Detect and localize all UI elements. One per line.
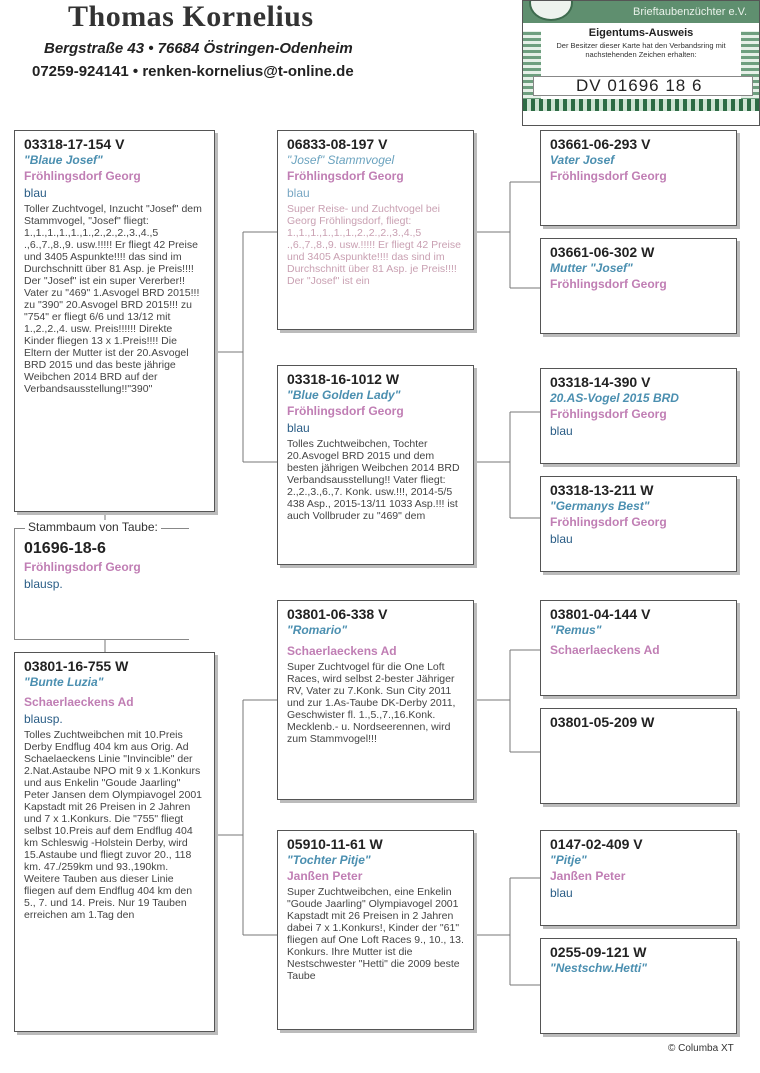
mother-color: blausp. bbox=[24, 712, 63, 726]
mff-name: "Remus" bbox=[550, 623, 602, 637]
card-org-banner bbox=[523, 1, 759, 23]
mf-name: "Romario" bbox=[287, 623, 348, 637]
ffm-ring: 03661-06-302 W bbox=[550, 244, 655, 260]
subject-label: Stammbaum von Taube: bbox=[25, 520, 161, 534]
association-logo-icon bbox=[529, 0, 573, 21]
ffm-breeder: Fröhlingsdorf Georg bbox=[550, 277, 667, 291]
mfm-card bbox=[540, 708, 737, 804]
fm-name: "Blue Golden Lady" bbox=[287, 388, 401, 402]
mmm-card bbox=[540, 938, 737, 1034]
mother-card bbox=[14, 652, 215, 1032]
mm-name: "Tochter Pitje" bbox=[287, 853, 371, 867]
father-card bbox=[14, 130, 215, 512]
mf-ring: 03801-06-338 V bbox=[287, 606, 388, 622]
fff-card bbox=[540, 130, 737, 226]
mm-remark: Super Zuchtweibchen, eine Enkelin "Goude Jaarling" Olympiavogel 2001 Kapstadt mit 26 Preisen in 2 Jahren dabei 7 x 1.Konkurs!, Kinder der "61" fliegen auf One Loft Races 9., 10., 13. Konkurs. Ihre Mutter ist die Nestschwester "Hetti" die 2009 beste Taube bbox=[287, 886, 464, 982]
subject-color: blausp. bbox=[24, 577, 63, 591]
fff-breeder: Fröhlingsdorf Georg bbox=[550, 169, 667, 183]
breeder-contact: 07259-924141 • renken-kornelius@t-online.de bbox=[32, 63, 354, 80]
mm-ring: 05910-11-61 W bbox=[287, 836, 383, 852]
mff-card bbox=[540, 600, 737, 696]
mf-card bbox=[277, 600, 474, 800]
fmf-breeder: Fröhlingsdorf Georg bbox=[550, 407, 667, 421]
fmf-name: 20.AS-Vogel 2015 BRD bbox=[550, 391, 679, 405]
mf-remark: Super Zuchtvogel für die One Loft Races, wird selbst 2-bester Jähriger RV, Vater zu 7.Konk. Sun City 2011 und zur 1.As-Taube DK-Derby 2011, Geschwister fl. 1.,5.,7.,16.Konk. Mecklenb.- u. Nordseerennen, wird zum Stammvogel!!! bbox=[287, 661, 456, 745]
ff-card bbox=[277, 130, 474, 330]
ff-remark: Super Reise- und Zuchtvogel bei Georg Fröhlingsdorf, fliegt: 1.,1.,1.,1.,1.,1.,2.,2.,2.,3.,4.,5 .,6.,7.,8.,9. usw.!!!!! Er fliegt 42 Preise und 3405 Aspunkte!!!! das sind im Durchschnitt über 81 Asp. je Preis!!!! Der "Josef" ist ein bbox=[287, 203, 461, 287]
fmf-color: blau bbox=[550, 424, 573, 438]
fmm-card bbox=[540, 476, 737, 572]
ownership-card bbox=[522, 0, 760, 126]
mff-ring: 03801-04-144 V bbox=[550, 606, 651, 622]
breeder-name: Thomas Kornelius bbox=[68, 0, 314, 33]
subject-ring: 01696-18-6 bbox=[24, 540, 106, 557]
mff-breeder: Schaerlaeckens Ad bbox=[550, 643, 660, 657]
subject-block bbox=[24, 540, 194, 591]
ffm-name: Mutter "Josef" bbox=[550, 261, 633, 275]
card-ring-number: DV 01696 18 6 bbox=[533, 76, 753, 96]
father-breeder: Fröhlingsdorf Georg bbox=[24, 169, 141, 183]
ff-ring: 06833-08-197 V bbox=[287, 136, 388, 152]
mmf-ring: 0147-02-409 V bbox=[550, 836, 643, 852]
mother-ring: 03801-16-755 W bbox=[24, 658, 129, 674]
fff-name: Vater Josef bbox=[550, 153, 615, 167]
mm-card bbox=[277, 830, 474, 1030]
fmm-name: "Germanys Best" bbox=[550, 499, 650, 513]
father-color: blau bbox=[24, 186, 47, 200]
fm-ring: 03318-16-1012 W bbox=[287, 371, 400, 387]
ff-name: "Josef" Stammvogel bbox=[287, 153, 395, 167]
fmm-breeder: Fröhlingsdorf Georg bbox=[550, 515, 667, 529]
mmf-name: "Pitje" bbox=[550, 853, 587, 867]
fff-ring: 03661-06-293 V bbox=[550, 136, 651, 152]
mm-breeder: Janßen Peter bbox=[287, 869, 363, 883]
card-org: Brieftaubenzüchter e.V. bbox=[633, 6, 747, 18]
fm-color: blau bbox=[287, 421, 310, 435]
father-name: "Blaue Josef" bbox=[24, 153, 103, 167]
mmm-name: "Nestschw.Hetti" bbox=[550, 961, 647, 975]
father-ring: 03318-17-154 V bbox=[24, 136, 125, 152]
copyright: © Columba XT bbox=[668, 1043, 734, 1054]
ff-breeder: Fröhlingsdorf Georg bbox=[287, 169, 404, 183]
fmf-card bbox=[540, 368, 737, 464]
card-pattern-bottom bbox=[523, 99, 760, 111]
mfm-ring: 03801-05-209 W bbox=[550, 714, 655, 730]
mmf-card bbox=[540, 830, 737, 926]
father-remark: Toller Zuchtvogel, Inzucht "Josef" dem Stammvogel, "Josef" fliegt: 1.,1.,1.,1.,1.,1.,2.,2.,2.,3.,4.,5 .,6.,7.,8.,9. usw.!!!!! Er fliegt 42 Preise und 3405 Aspunkte!!!! das sind im Durchschnitt über 81 Asp. je Preis!!!! Der "Josef" ist ein super Vererber!! Vater zu "469" 1.Asvogel BRD 2015!!! zu "390" 20.Asvogel BRD 2015!!! zu "754" er fliegt 6/6 und 13/12 mit 1.,2.,2.,4. usw. Preis!!!!!! Direkte Kinder fliegen 13 x 1.Preis!!!! Die Eltern der Mutter ist der 20.Asvogel BRD 2015 und das beste jährige Weibchen 2014 BRD auf der Verbandsausstellung!!"390" bbox=[24, 203, 202, 395]
mother-breeder: Schaerlaeckens Ad bbox=[24, 695, 134, 709]
fmm-ring: 03318-13-211 W bbox=[550, 482, 654, 498]
fmf-ring: 03318-14-390 V bbox=[550, 374, 651, 390]
fm-breeder: Fröhlingsdorf Georg bbox=[287, 404, 404, 418]
mmf-breeder: Janßen Peter bbox=[550, 869, 626, 883]
mmf-color: blau bbox=[550, 886, 573, 900]
ffm-card bbox=[540, 238, 737, 334]
mother-name: "Bunte Luzia" bbox=[24, 675, 104, 689]
fmm-color: blau bbox=[550, 532, 573, 546]
card-title: Eigentums-Ausweis bbox=[588, 27, 694, 39]
mmm-ring: 0255-09-121 W bbox=[550, 944, 647, 960]
mf-breeder: Schaerlaeckens Ad bbox=[287, 644, 397, 658]
fm-remark: Tolles Zuchtweibchen, Tochter 20.Asvogel BRD 2015 und dem besten jährigen Weibchen 2014 BRD Verbandsausstellung!! Vater fliegt: 2.,2.,3.,6.,7. Konk. usw.!!!, 2014-5/5 438 Asp., 2015-13/11 1033 Asp.!!! ist auch Vollbruder zu "469" dem bbox=[287, 438, 460, 522]
ff-color: blau bbox=[287, 186, 310, 200]
card-text: Der Besitzer dieser Karte hat den Verbandsring mit nachstehenden Zeichen erhalten: bbox=[556, 41, 726, 59]
subject-breeder: Fröhlingsdorf Georg bbox=[24, 560, 141, 574]
mother-remark: Tolles Zuchtweibchen mit 10.Preis Derby Endflug 404 km aus Orig. Ad Schaelaeckens Linie "Invincible" der 2.Nat.Astaube NPO mit 9 x 1.Konkurs und aus Enkelin "Goude Jaarling" Peter Jansen dem Olympiavogel 2001 Kapstadt mit 26 Preisen in 2 Jahren und 7 x 1.Konkurs. Die "755" fliegt selbst 10.Preis auf dem Endflug 404 km Schleswig -Holstein Derby, wird 15.Astaube und fliegt zuvor 20., 118 km. 47./259km und 93.,190km. Weitere Tauben aus dieser Linie fliegen auf dem Endflug 404 km den 5., 7. und 14. Preis. Nur 19 Tauben erreichen am 1.Tag den bbox=[24, 729, 203, 921]
fm-card bbox=[277, 365, 474, 565]
breeder-address: Bergstraße 43 • 76684 Östringen-Odenheim bbox=[44, 40, 353, 57]
